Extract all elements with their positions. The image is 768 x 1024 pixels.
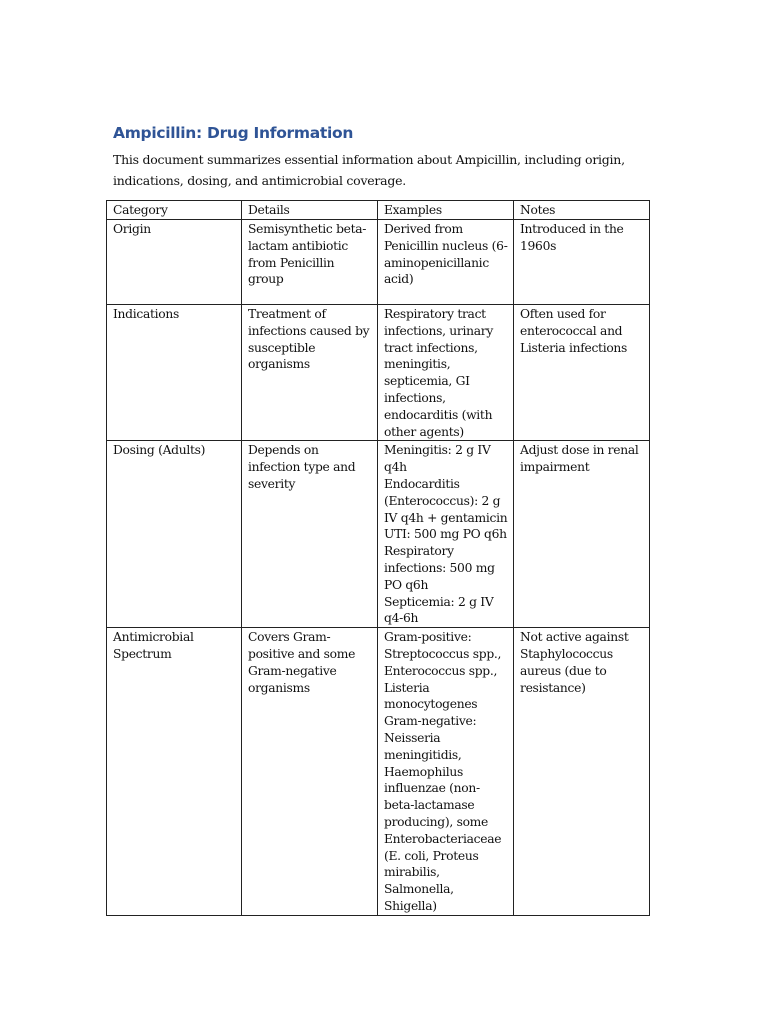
header-notes: Notes xyxy=(514,201,650,220)
cell-category: Origin xyxy=(107,220,242,305)
cell-notes: Introduced in the 1960s xyxy=(514,220,650,305)
cell-details: Covers Gram-positive and some Gram-negative organisms xyxy=(242,628,378,916)
table-row-dosing xyxy=(107,441,650,628)
header-examples: Examples xyxy=(378,201,514,220)
cell-examples: Respiratory tract infections, urinary tract infections, meningitis, septicemia, GI infections, endocarditis (with other agents) xyxy=(378,305,514,441)
cell-examples: Meningitis: 2 g IV q4h Endocarditis (Enterococcus): 2 g IV q4h + gentamicin UTI: 500 mg PO q6h Respiratory infections: 500 mg PO q6h Septicemia: 2 g IV q4-6h xyxy=(378,441,514,628)
header-category: Category xyxy=(107,201,242,220)
cell-examples: Gram-positive: Streptococcus spp., Enterococcus spp., Listeria monocytogenes Gram-negative: Neisseria meningitidis, Haemophilus influenzae (non-beta-lactamase producing), some Enterobacteriaceae (E. coli, Proteus mirabilis, Salmonella, Shigella) xyxy=(378,628,514,916)
cell-details: Treatment of infections caused by susceptible organisms xyxy=(242,305,378,441)
cell-details: Depends on infection type and severity xyxy=(242,441,378,628)
drug-info-table xyxy=(106,200,650,916)
cell-notes: Not active against Staphylococcus aureus (due to resistance) xyxy=(514,628,650,916)
cell-notes: Often used for enterococcal and Listeria infections xyxy=(514,305,650,441)
document-title: Ampicillin: Drug Information xyxy=(113,124,354,142)
cell-details: Semisynthetic beta-lactam antibiotic from Penicillin group xyxy=(242,220,378,305)
table-header-row xyxy=(107,201,650,220)
intro-paragraph: This document summarizes essential information about Ampicillin, including origin, indications, dosing, and antimicrobial coverage. xyxy=(113,152,625,188)
header-details: Details xyxy=(242,201,378,220)
cell-category: Indications xyxy=(107,305,242,441)
cell-examples: Derived from Penicillin nucleus (6-aminopenicillanic acid) xyxy=(378,220,514,305)
table-row-indications xyxy=(107,305,650,441)
table-row-origin xyxy=(107,220,650,305)
cell-category: Antimicrobial Spectrum xyxy=(107,628,242,916)
cell-category: Dosing (Adults) xyxy=(107,441,242,628)
table-row-spectrum xyxy=(107,628,650,916)
cell-notes: Adjust dose in renal impairment xyxy=(514,441,650,628)
